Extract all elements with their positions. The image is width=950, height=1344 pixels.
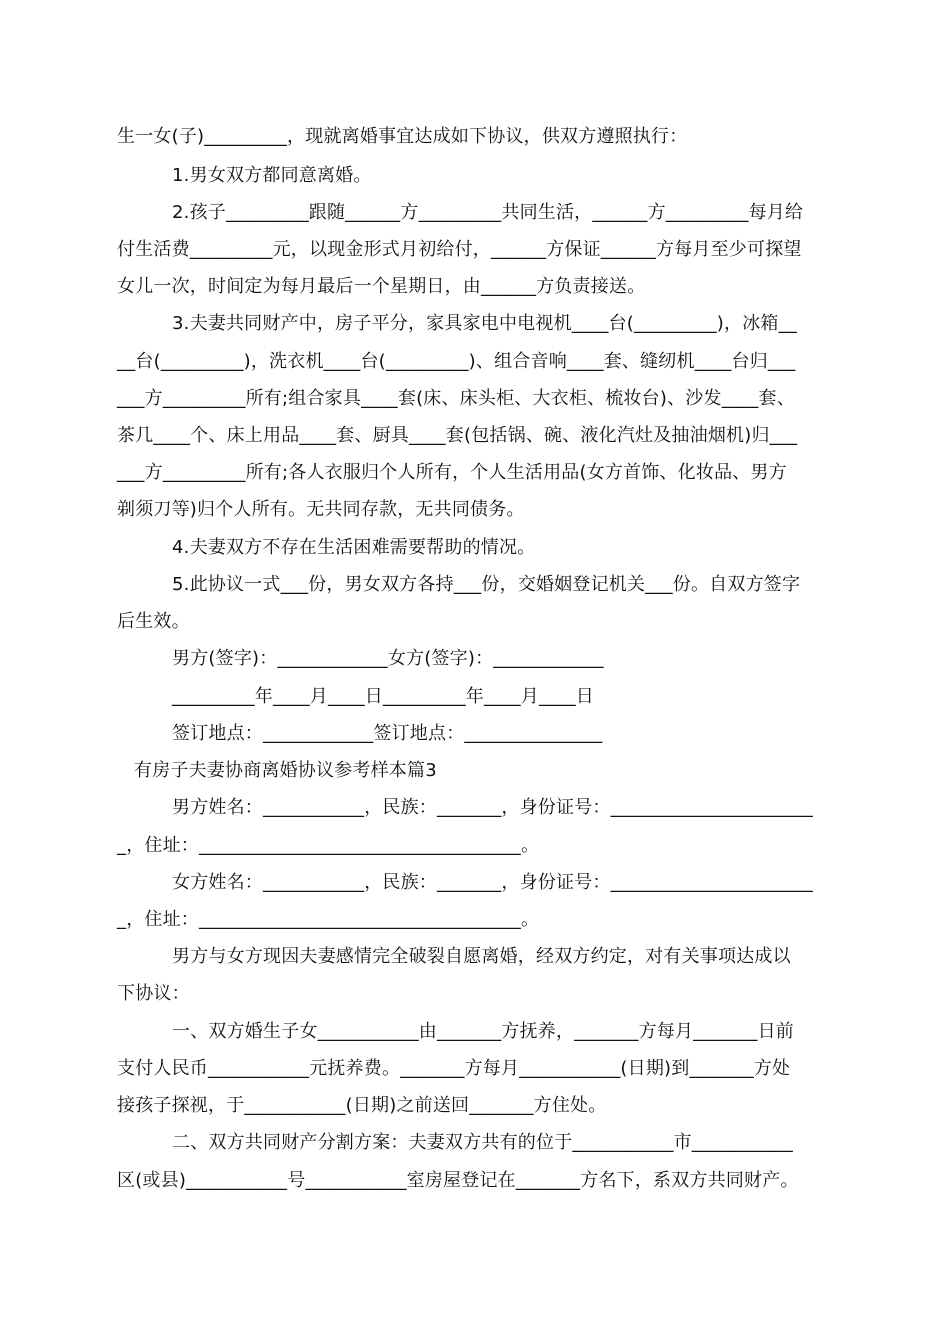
signing-place-line: 签订地点：____________签订地点：_______________ (172, 723, 603, 744)
text-line: 一、双方婚生子女___________由_______方抚养，_______方每月_______日前 (172, 1021, 794, 1042)
section-heading: 有房子夫妻协商离婚协议参考样本篇3 (134, 760, 437, 781)
text-line: 1.男女双方都同意离婚。 (172, 165, 372, 186)
signature-line: 男方(签字)：____________女方(签字)：____________ (172, 648, 604, 669)
text-line: 女方姓名：___________，民族：_______，身份证号：______________________ (172, 872, 813, 893)
text-line: 下协议： (117, 983, 190, 1004)
text-line: _，住址：___________________________________。 (117, 909, 540, 930)
text-line: 男方姓名：___________，民族：_______，身份证号：______________________ (172, 797, 813, 818)
text-line: ___方_________所有;各人衣服归个人所有，个人生活用品(女方首饰、化妆品、男方 (117, 462, 787, 483)
text-line: 接孩子探视，于___________(日期)之前送回_______方住处。 (117, 1095, 607, 1116)
text-line: ___方_________所有;组合家具____套(床、床头柜、大衣柜、梳妆台)、沙发____套、 (117, 388, 795, 409)
text-line: 4.夫妻双方不存在生活困难需要帮助的情况。 (172, 537, 536, 558)
text-line: 后生效。 (117, 611, 190, 632)
text-line: 男方与女方现因夫妻感情完全破裂自愿离婚，经双方约定，对有关事项达成以 (172, 946, 791, 967)
text-line: 二、双方共同财产分割方案：夫妻双方共有的位于___________市___________ (172, 1132, 793, 1153)
text-line: 生一女(子)_________，现就离婚事宜达成如下协议，供双方遵照执行： (117, 126, 688, 147)
text-line: 3.夫妻共同财产中，房子平分，家具家电中电视机____台(_________)，冰箱__ (172, 313, 798, 334)
text-line: 5.此协议一式___份，男女双方各持___份，交婚姻登记机关___份。自双方签字 (172, 574, 801, 595)
text-line: 剃须刀等)归个人所有。无共同存款，无共同债务。 (117, 499, 525, 520)
text-line: 2.孩子_________跟随______方_________共同生活，______方_________每月给 (172, 202, 804, 223)
text-line: 茶几____个、床上用品____套、厨具____套(包括锅、碗、液化汽灶及抽油烟机)归___ (117, 425, 798, 446)
date-line: _________年____月____日_________年____月____日 (172, 686, 594, 707)
text-line: 区(或县)___________号___________室房屋登记在_______方名下，系双方共同财产。 (117, 1170, 799, 1191)
text-line: _，住址：___________________________________。 (117, 835, 540, 856)
text-line: 付生活费_________元，以现金形式月初给付，______方保证______方每月至少可探望 (117, 239, 802, 260)
text-line: 女儿一次，时间定为每月最后一个星期日，由______方负责接送。 (117, 276, 646, 297)
text-line: 支付人民币___________元抚养费。_______方每月___________(日期)到_______方处 (117, 1058, 791, 1079)
text-line: __台(_________)，洗衣机____台(_________)、组合音响____套、缝纫机____台归___ (117, 351, 796, 372)
